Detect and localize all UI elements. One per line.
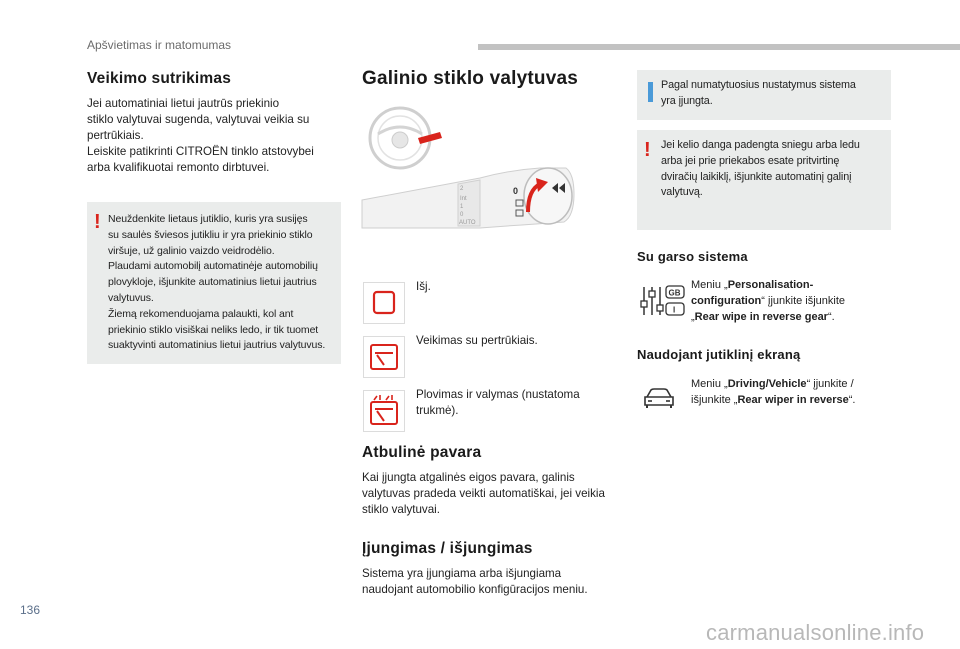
onoff-paragraph: Sistema yra įjungiama arba išjungiama naudojant automobilio konfigūracijos meniu. xyxy=(362,567,588,596)
audio-system-instructions: Meniu „Personalisation- configuration“ įjunkite išjunkite „Rear wipe in reverse gear“. xyxy=(691,279,846,323)
reverse-gear-heading: Atbulinė pavara xyxy=(362,444,482,461)
header-rule xyxy=(478,44,960,50)
svg-text:Int: Int xyxy=(460,196,467,202)
touchscreen-heading: Naudojant jutiklinį ekraną xyxy=(637,347,801,362)
svg-text:0: 0 xyxy=(513,186,519,196)
stop-square-icon xyxy=(364,283,404,323)
rear-wiper-heading: Galinio stiklo valytuvas xyxy=(362,68,578,89)
mode-off-label: Išj. xyxy=(416,280,431,293)
info-i-icon xyxy=(648,82,653,102)
wiper-stalk-illustration xyxy=(360,104,578,244)
car-icon xyxy=(642,386,676,410)
snow-warning-box xyxy=(637,130,891,230)
rain-sensor-warning-box xyxy=(87,202,341,364)
running-header: Apšvietimas ir matomumas xyxy=(87,38,232,52)
svg-text:I: I xyxy=(673,305,676,315)
vehicle-menu-icon-box xyxy=(642,386,676,410)
rear-wash-wipe-icon xyxy=(364,391,404,431)
warning-exclamation-icon: ! xyxy=(94,211,101,233)
onoff-heading: Įjungimas / išjungimas xyxy=(362,540,533,557)
warning-exclamation-icon: ! xyxy=(644,139,651,161)
mode-intermittent-icon-box xyxy=(363,336,405,378)
snow-warning-text: Jei kelio danga padengta sniegu arba ledu arba jei prie priekabos esate pritvirtinę dviračių laikiklį, išjunkite automatinį galinį valytuvą. xyxy=(661,139,860,199)
rain-sensor-warning-text: Neuždenkite lietaus jutiklio, kuris yra susijęs su saulės šviesos jutikliu ir yra priekinio stiklo viršuje, už galinio vaizdo veidrodėlio. Plaudami automobilį automatinėje automobilių plovykloje, išjunkite automatinius lietui jautrius valytuvus. Žiemą rekomenduojama palaukti, kol ant priekinio stiklo visiškai neliks ledo, ir tik tuomet suaktyvinti automatinius lietui jautrius valytuvus. xyxy=(108,213,326,352)
default-setting-info-box xyxy=(637,70,891,120)
svg-text:AUTO: AUTO xyxy=(459,220,476,226)
mode-wash-label: Plovimas ir valymas (nustatoma trukmė). xyxy=(416,388,580,417)
default-setting-info-text: Pagal numatytuosius nustatymus sistema yra įjungta. xyxy=(661,79,856,107)
watermark: carmanualsonline.info xyxy=(706,620,925,645)
svg-text:2: 2 xyxy=(460,186,464,192)
page-number: 136 xyxy=(20,603,41,617)
malfunction-heading: Veikimo sutrikimas xyxy=(87,70,232,87)
svg-text:1: 1 xyxy=(460,204,464,210)
svg-text:GB: GB xyxy=(668,288,681,298)
steering-wheel-stalk-icon xyxy=(360,104,578,244)
mode-wash-icon-box xyxy=(363,390,405,432)
settings-menu-icon-box xyxy=(640,284,686,318)
reverse-gear-paragraph: Kai įjungta atgalinės eigos pavara, galinis valytuvas pradeda veikti automatiškai, jei veikia stiklo valytuvai. xyxy=(362,471,605,516)
settings-sliders-icon xyxy=(640,284,686,318)
rear-wiper-intermittent-icon xyxy=(364,337,404,377)
mode-intermittent-label: Veikimas su pertrūkiais. xyxy=(416,334,538,347)
touchscreen-instructions: Meniu „Driving/Vehicle“ įjunkite / išjunkite „Rear wiper in reverse“. xyxy=(691,378,856,406)
malfunction-paragraph: Jei automatiniai lietui jautrūs priekinio stiklo valytuvai sugenda, valytuvai veikia su pertrūkiais. Leiskite patikrinti CITROËN tinklo atstovybei arba kvalifikuotai remonto dirbtuvei. xyxy=(87,97,314,174)
audio-system-heading: Su garso sistema xyxy=(637,249,748,264)
mode-off-icon-box xyxy=(363,282,405,324)
svg-text:0: 0 xyxy=(460,212,464,218)
